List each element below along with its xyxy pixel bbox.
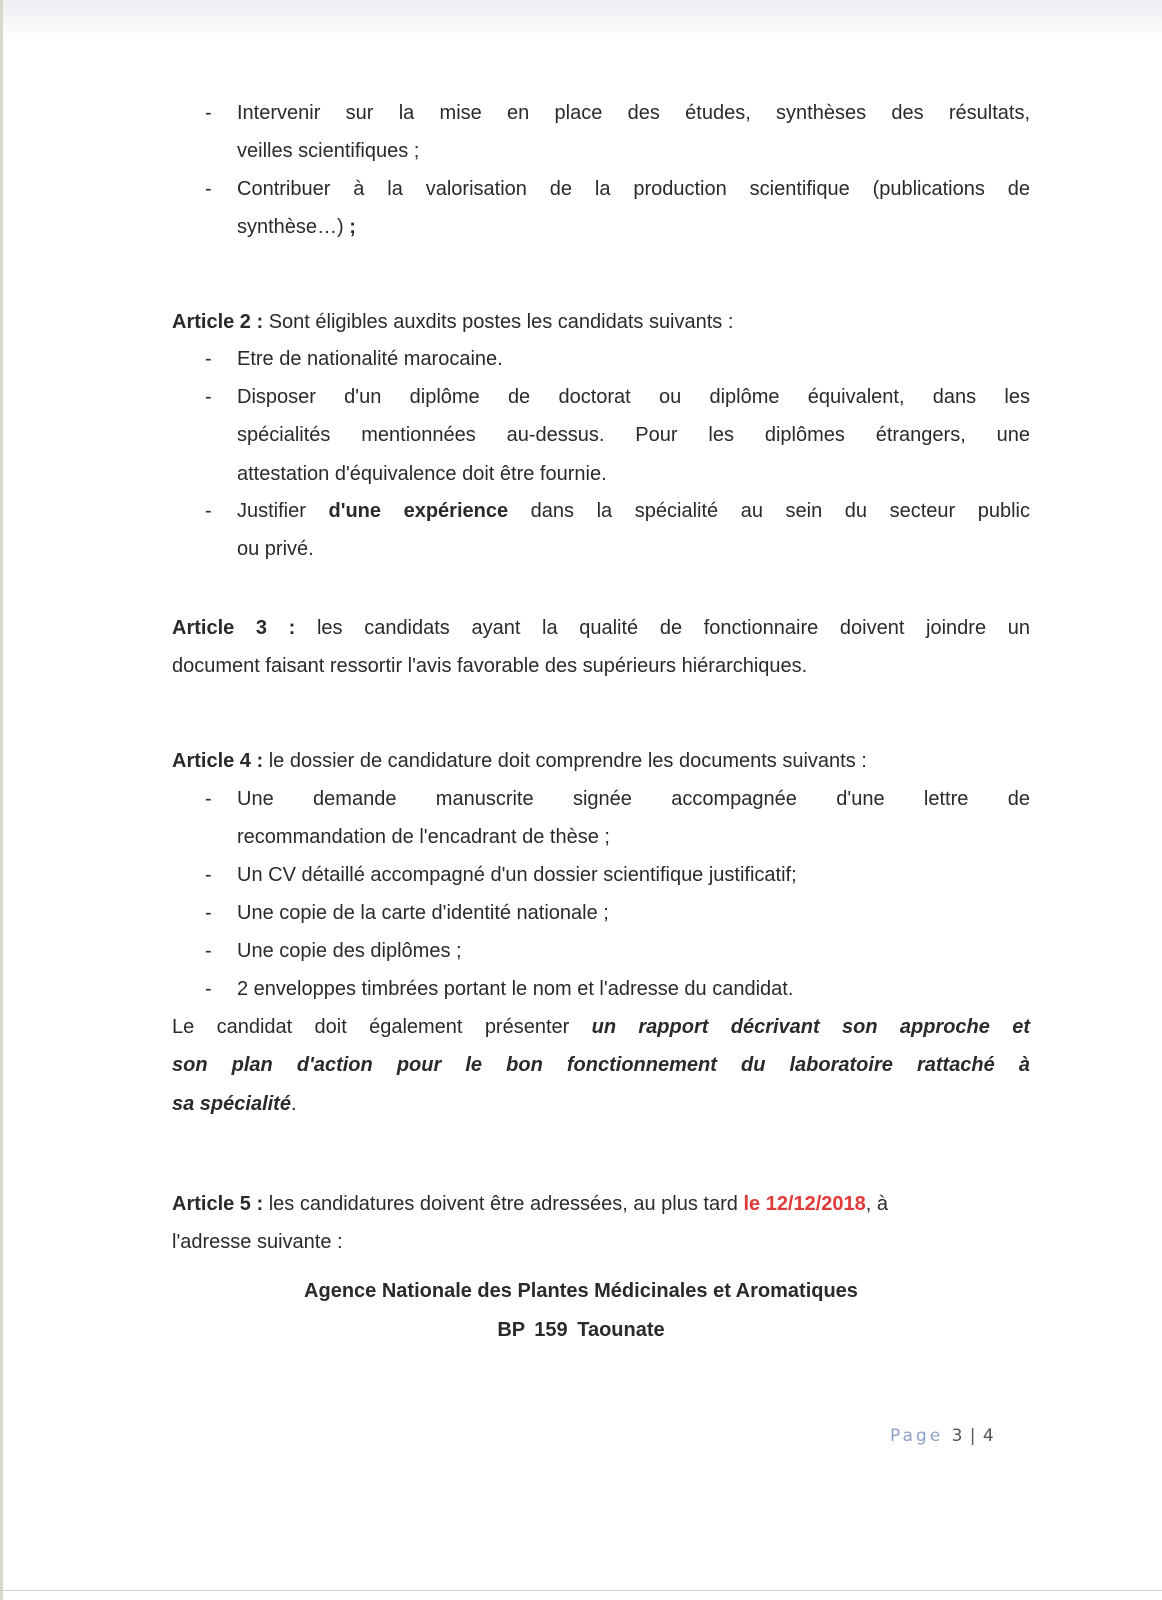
bullet-dash: - bbox=[205, 788, 212, 810]
text: attestation d'équivalence doit être fournie. bbox=[237, 462, 607, 485]
text: Une demande manuscrite signée accompagnée d'une lettre de bbox=[237, 788, 1030, 810]
bullet-line bbox=[237, 347, 1030, 371]
text: dans la spécialité au sein du secteur public bbox=[508, 500, 1031, 522]
text: le dossier de candidature doit comprendre les documents suivants : bbox=[263, 750, 867, 772]
text: synthèse…) bbox=[237, 216, 350, 239]
bullet-line bbox=[237, 215, 1030, 239]
paragraph-line bbox=[172, 1230, 1030, 1254]
text: Disposer d'un diplôme de doctorat ou diplôme équivalent, dans les bbox=[237, 386, 1030, 408]
text: les candidats ayant la qualité de fonctionnaire doivent joindre un bbox=[295, 617, 1030, 639]
text: Justifier bbox=[237, 500, 329, 522]
scan-edge bbox=[0, 0, 3, 1600]
emphasis-text: un rapport décrivant son approche et bbox=[591, 1016, 1030, 1038]
paragraph-line bbox=[172, 654, 1030, 678]
text: document faisant ressortir l'avis favorable des supérieurs hiérarchiques. bbox=[172, 655, 808, 678]
bullet-line bbox=[237, 177, 1030, 201]
text: l'adresse suivante : bbox=[172, 1231, 343, 1254]
bullet-dash: - bbox=[205, 978, 212, 1000]
deadline-date: le 12/12/2018 bbox=[743, 1193, 866, 1215]
text: Le candidat doit également présenter bbox=[172, 1016, 592, 1038]
bullet-line bbox=[237, 901, 1030, 925]
text: recommandation de l'encadrant de thèse ; bbox=[237, 826, 610, 849]
emphasis-text: Article 3 : bbox=[172, 617, 296, 639]
bullet-dash: - bbox=[205, 178, 212, 200]
bullet-line bbox=[237, 977, 1030, 1001]
text: Une copie de la carte d'identité nationale ; bbox=[237, 902, 609, 924]
bullet-dash: - bbox=[205, 940, 212, 962]
bullet-dash: - bbox=[205, 902, 212, 924]
paragraph-line bbox=[172, 310, 1030, 334]
text: . bbox=[290, 1092, 297, 1115]
bullet-line bbox=[237, 423, 1030, 447]
paragraph-line bbox=[172, 1015, 1030, 1039]
bullet-line bbox=[237, 139, 1030, 163]
text: les candidatures doivent être adressées, au plus tard bbox=[263, 1193, 744, 1215]
emphasis-text: sa spécialité bbox=[172, 1092, 291, 1115]
text: spécialités mentionnées au-dessus. Pour les diplômes étrangers, une bbox=[237, 424, 1030, 447]
bullet-line bbox=[237, 499, 1030, 523]
bullet-line bbox=[237, 787, 1030, 811]
text: Contribuer à la valorisation de la production scientifique (publications de bbox=[237, 178, 1030, 200]
emphasis-text: ; bbox=[349, 216, 356, 239]
bullet-dash: - bbox=[205, 864, 212, 886]
bullet-line bbox=[237, 863, 1030, 887]
emphasis-text: son plan d'action pour le bon fonctionnement du laboratoire rattaché à bbox=[172, 1054, 1030, 1077]
bullet-dash: - bbox=[205, 500, 212, 522]
bullet-line bbox=[237, 825, 1030, 849]
text: Sont éligibles auxdits postes les candidats suivants : bbox=[263, 311, 734, 333]
text: ou privé. bbox=[237, 538, 314, 561]
text: Un CV détaillé accompagné d'un dossier scientifique justificatif; bbox=[237, 864, 797, 886]
bullet-dash: - bbox=[205, 102, 212, 124]
bullet-dash: - bbox=[205, 348, 212, 370]
text: Intervenir sur la mise en place des études, synthèses des résultats, bbox=[237, 102, 1030, 124]
emphasis-text: Article 4 : bbox=[172, 750, 264, 772]
address-name: Agence Nationale des Plantes Médicinales et Aromatiques bbox=[304, 1280, 858, 1302]
bullet-line bbox=[237, 939, 1030, 963]
emphasis-text: Article 2 : bbox=[172, 311, 264, 333]
emphasis-text: Article 5 : bbox=[172, 1193, 264, 1215]
text: Une copie des diplômes ; bbox=[237, 940, 462, 962]
bullet-dash: - bbox=[205, 386, 212, 408]
paragraph-line bbox=[172, 1092, 1030, 1116]
paragraph-line bbox=[172, 1053, 1030, 1077]
emphasis-text: d'une expérience bbox=[328, 500, 509, 522]
text: Etre de nationalité marocaine. bbox=[237, 348, 503, 370]
address-box: BP 159 Taounate bbox=[497, 1319, 665, 1341]
page-number bbox=[890, 1426, 995, 1446]
bullet-line bbox=[237, 462, 1030, 486]
paragraph-line bbox=[172, 616, 1030, 640]
page-label: Page bbox=[890, 1426, 944, 1446]
text: , à bbox=[865, 1193, 889, 1215]
text: 2 enveloppes timbrées portant le nom et l'adresse du candidat. bbox=[237, 978, 794, 1000]
paragraph-line bbox=[172, 749, 1030, 773]
paragraph-line bbox=[172, 1192, 1030, 1216]
scan-bottom-line bbox=[0, 1590, 1162, 1591]
bullet-line bbox=[237, 101, 1030, 125]
bullet-line bbox=[237, 537, 1030, 561]
bullet-line bbox=[237, 385, 1030, 409]
scan-shading bbox=[0, 0, 1162, 40]
text: veilles scientifiques ; bbox=[237, 140, 420, 163]
page-num: 3 | 4 bbox=[951, 1426, 995, 1446]
